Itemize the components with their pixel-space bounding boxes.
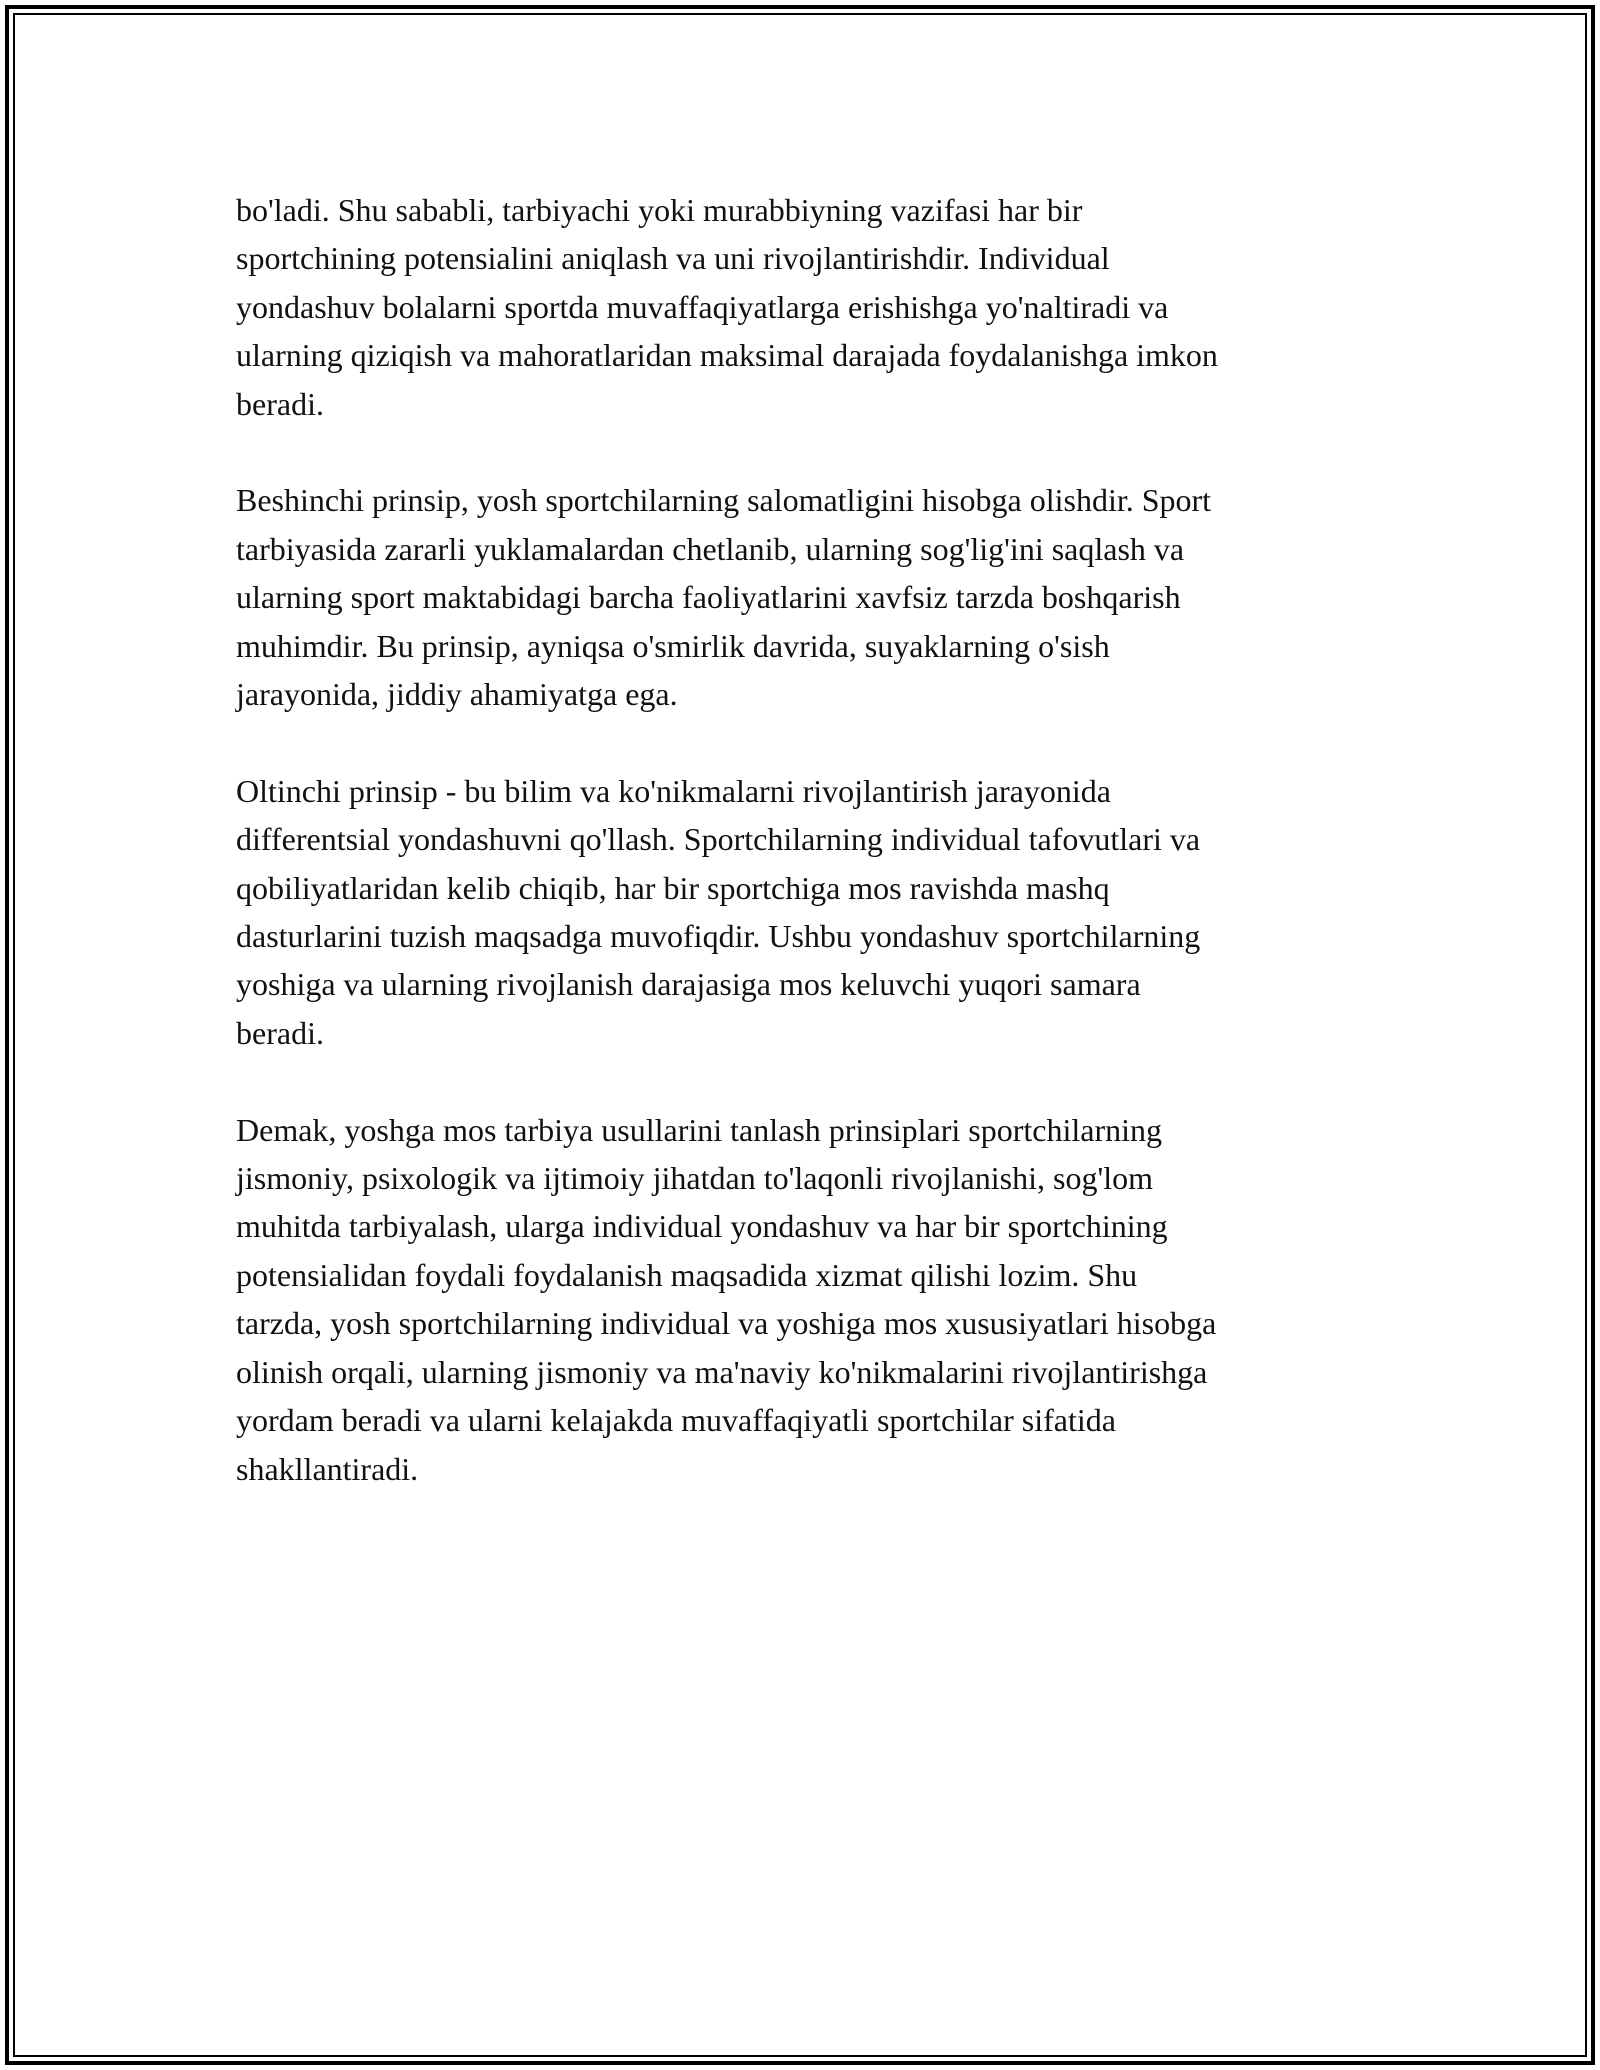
paragraph-3: Oltinchi prinsip - bu bilim va ko'nikmalarni rivojlantirish jarayonida differentsial yondashuvni qo'llash. Sportchilarning individual tafovutlari va qobiliyatlaridan kelib chiqib, har bir sportchiga mos ravishda mashq dasturlarini tuzish maqsadga muvofiqdir. Ushbu yondashuv sportchilarning yoshiga va ularning rivojlanish darajasiga mos keluvchi yuqori samara beradi. — [236, 772, 1201, 1051]
paragraph-1: bo'ladi. Shu sababli, tarbiyachi yoki murabbiyning vazifasi har bir sportchining potensialini aniqlash va uni rivojlantirishdir. Individual yondashuv bolalarni sportda muvaffaqiyatlarga erishishga yo'naltiradi va ularning qiziqish va mahoratlaridan maksimal darajada foydalanishga imkon beradi. — [236, 192, 1218, 422]
paragraph-4: Demak, yoshga mos tarbiya usullarini tanlash prinsiplari sportchilarning jismoniy, psixologik va ijtimoiy jihatdan to'laqonli rivojlanishi, sog'lom muhitda tarbiyalash, ularga individual yondashuv va har bir sportchining potensialidan foydali foydalanish maqsadida xizmat qilishi lozim. Shu tarzda, yosh sportchilarning individual va yoshiga mos xususiyatlari hisobga olinish orqali, ularning jismoniy va ma'naviy ko'nikmalarini rivojlantirishga yordam beradi va ularni kelajakda muvaffaqiyatli sportchilar sifatida shakllantiradi. — [236, 1111, 1217, 1487]
document-body — [236, 186, 1366, 1541]
paragraph-2: Beshinchi prinsip, yosh sportchilarning salomatligini hisobga olishdir. Sport tarbiyasida zararli yuklamalardan chetlanib, ularning sog'lig'ini saqlash va ularning sport maktabidagi barcha faoliyatlarini xavfsiz tarzda boshqarish muhimdir. Bu prinsip, ayniqsa o'smirlik davrida, suyaklarning o'sish jarayonida, jiddiy ahamiyatga ega. — [236, 482, 1212, 713]
